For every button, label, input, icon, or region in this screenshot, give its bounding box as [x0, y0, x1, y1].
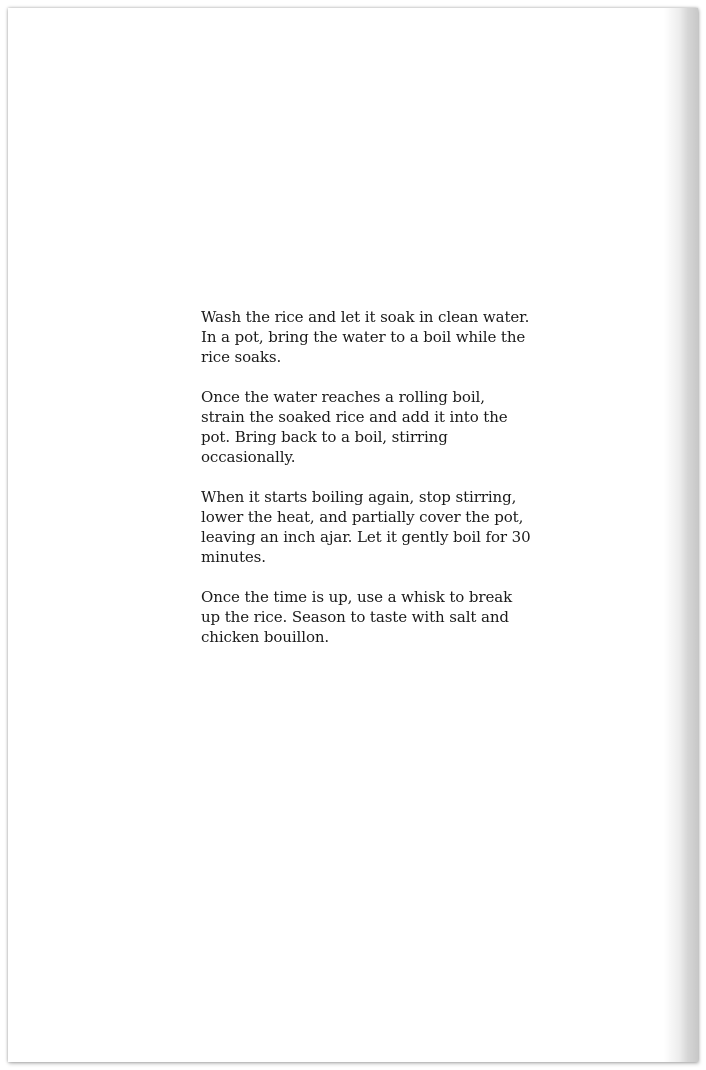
recipe-instructions: [201, 307, 531, 647]
document-page: [8, 8, 698, 1062]
page-edge-shadow: [664, 8, 698, 1062]
instruction-paragraph-1: Wash the rice and let it soak in clean water. In a pot, bring the water to a boil while the rice soaks.: [201, 308, 530, 366]
instruction-paragraph-3: When it starts boiling again, stop stirring, lower the heat, and partially cover the pot, leaving an inch ajar. Let it gently boil for 30 minutes.: [201, 488, 531, 566]
instruction-paragraph-4: Once the time is up, use a whisk to break up the rice. Season to taste with salt and chicken bouillon.: [201, 588, 513, 646]
instruction-paragraph-2: Once the water reaches a rolling boil, strain the soaked rice and add it into the pot. Bring back to a boil, stirring occasionally.: [201, 388, 508, 466]
